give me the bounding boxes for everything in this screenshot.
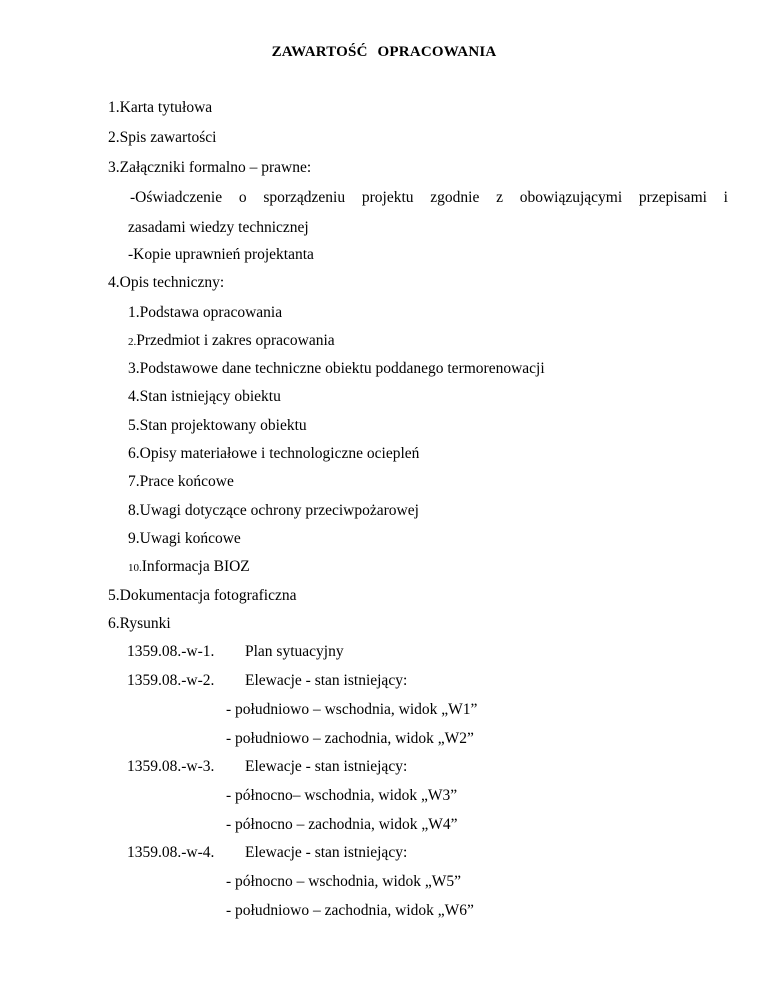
list-item-dokumentacja-fotograficzna: 5.Dokumentacja fotograficzna	[108, 587, 297, 604]
drawing-title: Elewacje - stan istniejący:	[245, 844, 408, 861]
drawing-view: - północno – zachodnia, widok „W4”	[226, 816, 458, 833]
sub-item-number: 10.	[128, 562, 142, 574]
drawing-view: - północno– wschodnia, widok „W3”	[226, 787, 458, 804]
sub-item-number: 2.	[128, 336, 137, 348]
sub-item-przedmiot	[128, 331, 335, 352]
sub-item-prace-koncowe: 7.Prace końcowe	[128, 473, 234, 490]
drawing-title: Elewacje - stan istniejący:	[245, 758, 408, 775]
drawing-code: 1359.08.-w-4.	[127, 844, 215, 861]
drawing-view: - południowo – zachodnia, widok „W6”	[226, 902, 474, 919]
drawing-title: Plan sytuacyjny	[245, 643, 344, 660]
sub-item-uwagi-koncowe: 9.Uwagi końcowe	[128, 530, 241, 547]
sub-item-opisy-materialowe: 6.Opisy materiałowe i technologiczne ociepleń	[128, 445, 420, 462]
sub-item-kopie-uprawnien: -Kopie uprawnień projektanta	[128, 246, 314, 263]
list-item-rysunki: 6.Rysunki	[108, 615, 171, 632]
sub-item-uwagi-ppoz: 8.Uwagi dotyczące ochrony przeciwpożarowej	[128, 502, 419, 519]
sub-item-oswiadczenie: -Oświadczenie o sporządzeniu projektu zgodnie z obowiązującymi przepisami i	[130, 189, 728, 206]
drawing-view: - południowo – zachodnia, widok „W2”	[226, 730, 474, 747]
sub-item-text: Informacja BIOZ	[141, 558, 250, 575]
drawing-entry	[127, 843, 407, 863]
drawing-code: 1359.08.-w-3.	[127, 758, 215, 775]
drawing-code: 1359.08.-w-1.	[127, 643, 215, 660]
drawing-entry	[127, 671, 407, 691]
list-item-opis-techniczny: 4.Opis techniczny:	[108, 274, 225, 291]
sub-item-text: Przedmiot i zakres opracowania	[136, 332, 335, 349]
drawing-entry	[127, 642, 344, 662]
drawing-view: - północno – wschodnia, widok „W5”	[226, 873, 462, 890]
list-item-karta-tytulowa: 1.Karta tytułowa	[108, 99, 213, 116]
drawing-entry	[127, 757, 407, 777]
drawing-code: 1359.08.-w-2.	[127, 672, 215, 689]
sub-item-podstawa: 1.Podstawa opracowania	[128, 304, 283, 321]
sub-item-stan-projektowany: 5.Stan projektowany obiektu	[128, 417, 307, 434]
sub-item-stan-istniejacy: 4.Stan istniejący obiektu	[128, 388, 281, 405]
document-title: ZAWARTOŚĆ OPRACOWANIA	[271, 44, 497, 60]
sub-item-bioz	[128, 557, 250, 578]
sub-item-oswiadczenie-cont: zasadami wiedzy technicznej	[128, 219, 309, 236]
list-item-spis-zawartosci: 2.Spis zawartości	[108, 129, 217, 146]
drawing-view: - południowo – wschodnia, widok „W1”	[226, 701, 478, 718]
list-item-zalaczniki: 3.Załączniki formalno – prawne:	[108, 159, 312, 176]
sub-item-dane-techniczne: 3.Podstawowe dane techniczne obiektu poddanego termorenowacji	[128, 360, 545, 377]
drawing-title: Elewacje - stan istniejący:	[245, 672, 408, 689]
